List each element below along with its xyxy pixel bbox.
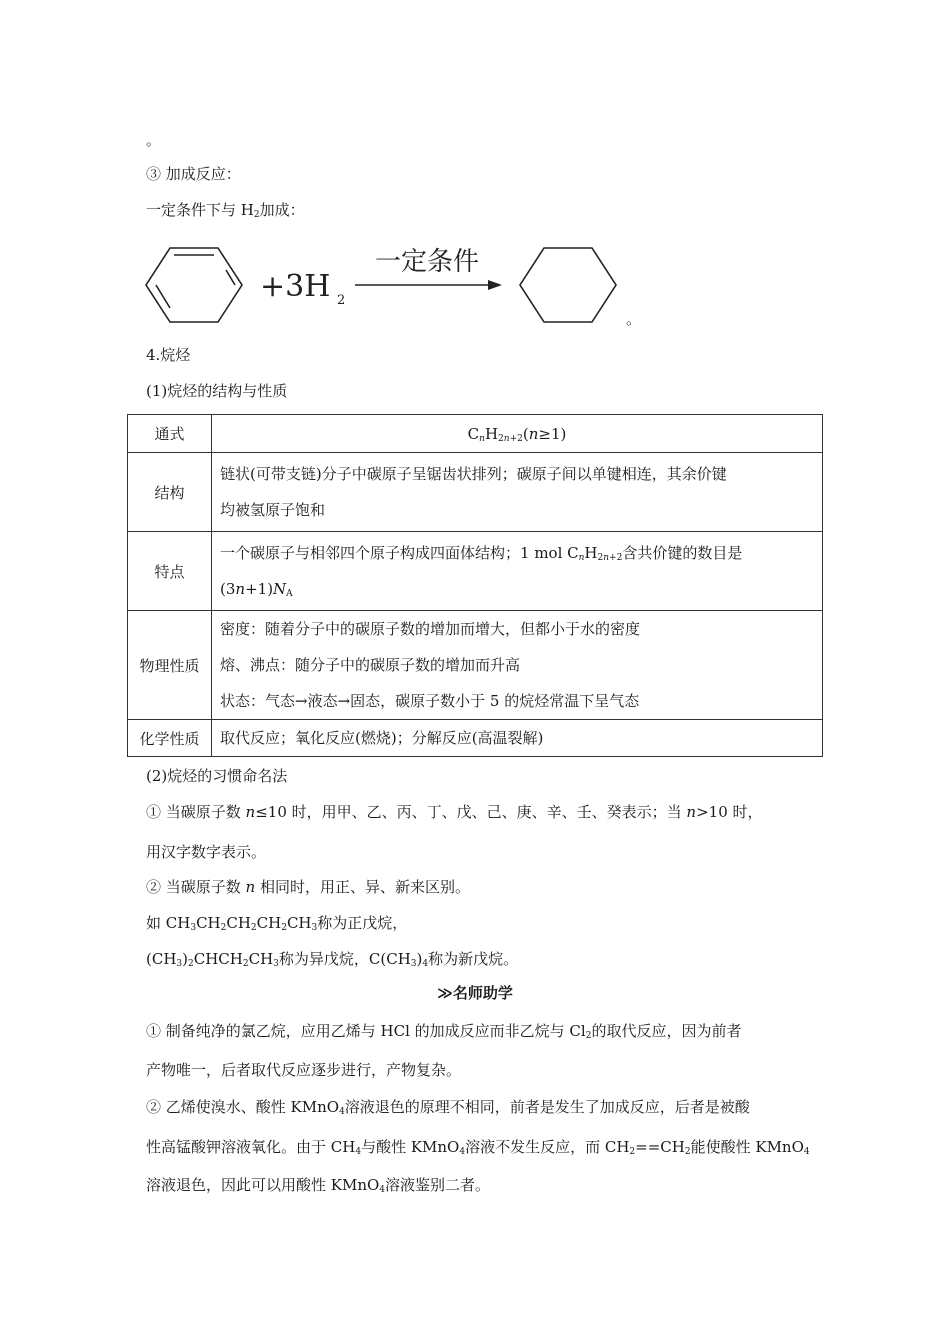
tip-1: ① 制备纯净的氯乙烷，应用乙烯与 HCl 的加成反应而非乙烷与 $Cl_2$的取代反应，因为前者 [146,1022,742,1041]
naming-example-2: $(CH_3)_2CHCH_2CH_3$称为异戊烷，$C(CH_3)_4$称为新戊烷。 [146,950,519,969]
alkane-properties-table [127,414,823,757]
tip-2-cont-2: 溶液退色，因此可以用酸性 KMnO$_4$溶液鉴别二者。 [146,1176,491,1195]
general-formula-value: $C_nH_{2n+2}(n\ge 1)$ [212,415,823,453]
chemical-value: 取代反应；氧化反应(燃烧)；分解反应(高温裂解) [212,720,823,757]
tip-2: ② 乙烯使溴水、酸性 KMnO$_4$溶液退色的原理不相同，前者是发生了加成反应，后者是被酸 [146,1098,750,1117]
naming-rule-1-cont: 用汉字数字表示。 [146,843,267,861]
reaction-period: 。 [626,310,642,328]
reaction-arrow [355,280,502,290]
table-row [128,720,823,757]
table-row [128,611,823,720]
physical-label: 物理性质 [128,611,212,720]
addition-title: ③ 加成反应： [146,165,241,183]
h2-reagent: +3H [260,269,331,304]
table-row [128,532,823,611]
tip-2-cont: 性高锰酸钾溶液氧化。由于 $CH_4$与酸性 KMnO$_4$溶液不发生反应，而 $CH_2==CH_2$能使酸性 KMnO$_4$ [146,1138,810,1157]
section-title: 4.烷烃 [146,346,191,364]
section-subtitle: (1)烷烃的结构与性质 [146,382,288,400]
benzene-hydrogenation-diagram [140,240,660,330]
feature-value: 一个碳原子与相邻四个原子构成四面体结构；1 mol $C_nH_{2n+2}$含共价键的数目是 $(3n+1)N_A$ [212,532,823,611]
stray-period: 。 [146,131,162,149]
general-formula-label: 通式 [128,415,212,453]
table-row [128,453,823,532]
cyclohexane-ring [520,248,616,322]
tips-header: ≫名师助学 [437,984,513,1002]
reaction-condition: 一定条件 [375,247,480,277]
benzene-ring [146,248,242,322]
chemical-label: 化学性质 [128,720,212,757]
naming-example-1: 如 $CH_3CH_2CH_2CH_2CH_3$称为正戊烷， [146,914,408,933]
table-row [128,415,823,453]
feature-label: 特点 [128,532,212,611]
structure-label: 结构 [128,453,212,532]
structure-value: 链状(可带支链)分子中碳原子呈锯齿状排列；碳原子间以单键相连，其余价键 均被氢原子饱和 [212,453,823,532]
naming-rule-2: ② 当碳原子数 n 相同时，用正、异、新来区别。 [146,878,470,896]
tip-1-cont: 产物唯一，后者取代反应逐步进行，产物复杂。 [146,1061,462,1079]
naming-title: (2)烷烃的习惯命名法 [146,767,288,785]
h2-addition-line: 一定条件下与 $H_2$加成： [146,201,305,220]
naming-rule-1: ① 当碳原子数 n≤10 时，用甲、乙、丙、丁、戊、己、庚、辛、壬、癸表示；当 n>10 时， [146,803,763,821]
physical-value: 密度：随着分子中的碳原子数的增加而增大，但都小于水的密度 熔、沸点：随分子中的碳原子数的增加而升高 状态：气态→液态→固态，碳原子数小于 5 的烷烃常温下呈气态 [212,611,823,720]
h2-reagent-subscript: 2 [337,293,346,308]
